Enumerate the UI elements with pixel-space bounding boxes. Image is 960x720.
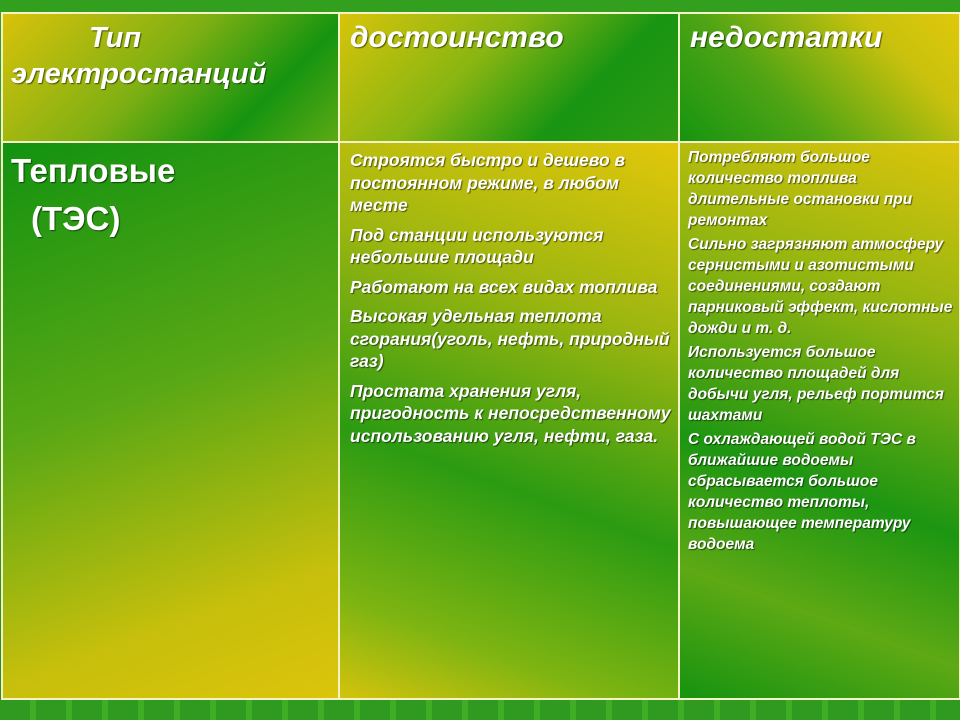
disadvantage-item: С охлаждающей водой ТЭС в ближайшие водоемы сбрасывается большое количество теплоты, повышающее температуру водоема (688, 431, 916, 553)
advantages-list (340, 143, 678, 447)
header-row (2, 13, 960, 142)
header-type-line2: электростанций (11, 58, 267, 90)
disadvantage-item: Используется большое количество площадей для добычи угля, рельеф портится шахтами (688, 344, 944, 424)
header-type (3, 14, 338, 92)
header-advantage-cell (339, 13, 679, 142)
header-type-line1: Тип (89, 22, 142, 54)
top-strip (0, 0, 960, 12)
tes-row (2, 142, 960, 699)
comparison-table (1, 12, 960, 700)
row-title-cell (2, 142, 339, 699)
advantages-cell (339, 142, 679, 699)
header-disadvantages: недостатки (690, 21, 883, 54)
bottom-strip (0, 700, 960, 720)
advantage-item: Под станции используются небольшие площади (350, 224, 604, 267)
advantage-item: Простата хранения угля, пригодность к непосредственному использованию угля, нефти, газа. (350, 380, 671, 446)
advantage-item: Строятся быстро и дешево в постоянном режиме, в любом месте (350, 150, 626, 215)
advantage-item: Работают на всех видах топлива (350, 276, 658, 297)
disadvantage-item: Потребляют большое количество топлива длительные остановки при ремонтах (688, 149, 913, 229)
row-title-line1: Тепловые (11, 152, 176, 189)
header-disadvantages-cell (679, 13, 960, 142)
advantage-item: Высокая удельная теплота сгорания(уголь, нефть, природный газ) (350, 306, 670, 371)
row-title-line2: (ТЭС) (31, 200, 121, 237)
row-title (3, 143, 338, 243)
disadvantages-list (680, 143, 959, 555)
disadvantage-item: Сильно загрязняют атмосферу сернистыми и азотистыми соединениями, создают парниковый эффект, кислотные дожди и т. д. (688, 236, 953, 337)
header-type-cell (2, 13, 339, 142)
disadvantages-cell (679, 142, 960, 699)
header-advantage: достоинство (350, 21, 564, 54)
